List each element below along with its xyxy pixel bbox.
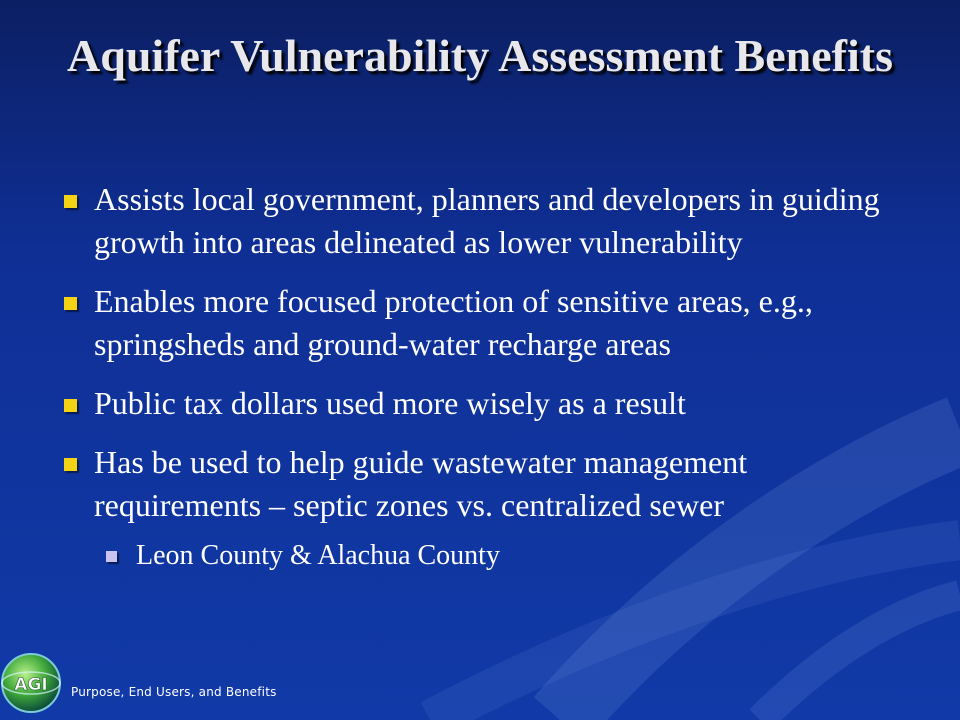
bullet-text: Assists local government, planners and developers in guiding growth into areas delineated as lower vulnerability (94, 181, 880, 260)
square-sub-bullet-icon (106, 551, 117, 562)
bullet-text: Public tax dollars used more wisely as a result (94, 385, 686, 421)
bullet-item (60, 441, 920, 527)
bullet-text: Enables more focused protection of sensitive areas, e.g., springsheds and ground-water recharge areas (94, 283, 813, 362)
bullet-item (60, 280, 920, 366)
bullet-list (60, 178, 920, 575)
footer-text: Purpose, End Users, and Benefits (71, 685, 277, 699)
slide-title: Aquifer Vulnerability Assessment Benefits (67, 30, 893, 81)
bullet-text: Has be used to help guide wastewater management requirements – septic zones vs. centralized sewer (94, 444, 748, 523)
sub-bullet-text: Leon County & Alachua County (136, 540, 500, 571)
bullet-item (60, 382, 920, 425)
sub-bullet-item (102, 537, 920, 575)
square-bullet-icon (64, 399, 77, 412)
square-bullet-icon (64, 297, 77, 310)
square-bullet-icon (64, 458, 77, 471)
bullet-item (60, 178, 920, 264)
square-bullet-icon (64, 195, 77, 208)
agi-logo-icon (0, 652, 62, 714)
logo-text: AGI (14, 675, 48, 695)
